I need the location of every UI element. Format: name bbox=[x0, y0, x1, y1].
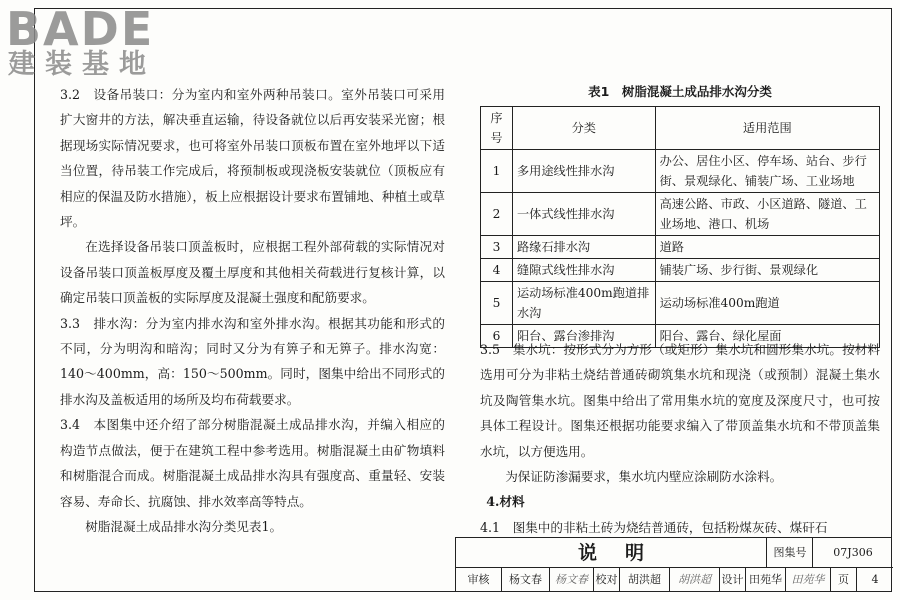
watermark-logo bbox=[6, 4, 171, 82]
table-row bbox=[481, 150, 880, 193]
header-no: 序号 bbox=[481, 107, 513, 150]
row-scope: 高速公路、市政、小区道路、隧道、工业场地、港口、机场 bbox=[655, 193, 879, 236]
check-name: 胡洪超 bbox=[620, 568, 670, 592]
atlas-number: 07J306 bbox=[833, 546, 873, 559]
design-signature: 田苑华 bbox=[786, 568, 831, 592]
logo-chinese-text: 建装基地 bbox=[8, 49, 156, 80]
table-title: 表1 树脂混凝土成品排水沟分类 bbox=[588, 84, 772, 99]
page-label: 页 bbox=[831, 568, 857, 592]
section-3-2-continued: 在选择设备吊装口顶盖板时，应根据工程外部荷载的实际情况对设备吊装口顶盖板厚度及覆土厚度和其他相关荷载进行复核计算，以确定吊装口顶盖板的实际厚度及混凝土强度和配筋要求。 bbox=[60, 239, 445, 306]
row-no: 2 bbox=[481, 193, 513, 236]
row-no: 6 bbox=[481, 325, 513, 348]
sheet-title: 说明 bbox=[456, 538, 767, 568]
row-category: 运动场标准400m跑道排水沟 bbox=[512, 282, 655, 325]
page-number: 4 bbox=[871, 573, 879, 586]
table-row bbox=[481, 236, 880, 259]
section-3-5-continued: 为保证防渗漏要求，集水坑内壁应涂刷防水涂料。 bbox=[505, 469, 783, 485]
atlas-label-cell bbox=[767, 538, 813, 568]
check-label: 校对 bbox=[594, 568, 620, 592]
row-no: 1 bbox=[481, 150, 513, 193]
atlas-label: 图集号 bbox=[773, 546, 807, 559]
check-signature: 胡洪超 bbox=[670, 568, 720, 592]
drain-classification-table bbox=[480, 106, 880, 348]
header-scope: 适用范围 bbox=[655, 107, 879, 150]
row-category: 一体式线性排水沟 bbox=[512, 193, 655, 236]
table-row bbox=[481, 193, 880, 236]
title-block bbox=[455, 537, 892, 592]
section-3-4-continued: 树脂混凝土成品排水沟分类见表1。 bbox=[85, 518, 283, 534]
row-scope: 运动场标准400m跑道 bbox=[655, 282, 879, 325]
section-3-3: 3.3 排水沟：分为室内排水沟和室外排水沟。根据其功能和形式的不同，分为明沟和暗沟；同时又分为有箅子和无箅子。排水沟宽：140～400mm，高：150～500mm。同时，图集中给出不同形式的排水沟及盖板适用的场所及均布荷载要求。 bbox=[60, 315, 445, 407]
row-no: 4 bbox=[481, 259, 513, 282]
row-scope: 办公、居住小区、停车场、站台、步行街、景观绿化、铺装广场、工业场地 bbox=[655, 150, 879, 193]
row-category: 多用途线性排水沟 bbox=[512, 150, 655, 193]
left-text-column bbox=[60, 82, 445, 539]
section-4-1: 4.1 图集中的非粘土砖为烧结普通砖，包括粉煤灰砖、煤矸石 bbox=[480, 519, 828, 535]
row-scope: 铺装广场、步行街、景观绿化 bbox=[655, 259, 879, 282]
review-label: 审核 bbox=[456, 568, 502, 592]
logo-latin-text: BADE bbox=[6, 2, 155, 56]
section-4-heading: 4.材料 bbox=[486, 494, 525, 510]
review-signature: 杨文春 bbox=[550, 568, 594, 592]
row-scope: 阳台、露台、绿化屋面 bbox=[655, 325, 879, 348]
atlas-no-cell bbox=[813, 538, 893, 568]
section-3-5: 3.5 集水坑：按形式分为方形（或矩形）集水坑和圆形集水坑。按材料选用可分为非粘土烧结普通砖砌筑集水坑和现浇（或预制）混凝土集水坑及陶管集水坑。图集中给出了常用集水坑的宽度及深度尺寸，也可按具体工程设计。图集还根据功能要求编入了带顶盖集水坑和不带顶盖集水坑，以方便选用。 bbox=[480, 342, 880, 459]
design-label: 设计 bbox=[720, 568, 746, 592]
right-text-column bbox=[480, 337, 880, 540]
row-no: 5 bbox=[481, 282, 513, 325]
row-category: 路缘石排水沟 bbox=[512, 236, 655, 259]
section-3-4: 3.4 本图集中还介绍了部分树脂混凝土成品排水沟，并编入相应的构造节点做法，便于在建筑工程中参考选用。树脂混凝土由矿物填料和树脂混合而成。树脂混凝土成品排水沟具有强度高、重量轻、安装容易、寿命长、抗腐蚀、排水效率高等特点。 bbox=[60, 417, 445, 509]
row-category: 阳台、露台渗排沟 bbox=[512, 325, 655, 348]
header-category: 分类 bbox=[512, 107, 655, 150]
review-name: 杨文春 bbox=[502, 568, 550, 592]
table-row bbox=[481, 259, 880, 282]
row-category: 缝隙式线性排水沟 bbox=[512, 259, 655, 282]
table-row bbox=[481, 282, 880, 325]
table-header-row bbox=[481, 107, 880, 150]
design-name: 田苑华 bbox=[746, 568, 786, 592]
row-no: 3 bbox=[481, 236, 513, 259]
row-scope: 道路 bbox=[655, 236, 879, 259]
section-3-2: 3.2 设备吊装口：分为室内和室外两种吊装口。室外吊装口可采用扩大窗井的方法，解决垂直运输，待设备就位以后再安装采光窗；根据现场实际情况要求，也可将室外吊装口顶板布置在室外地坪以下适当位置，待吊装工作完成后，将预制板或现浇板安装就位（顶板应有相应的保温及防水措施），板上应根据设计要求布置铺地、种植土或草坪。 bbox=[60, 87, 445, 230]
